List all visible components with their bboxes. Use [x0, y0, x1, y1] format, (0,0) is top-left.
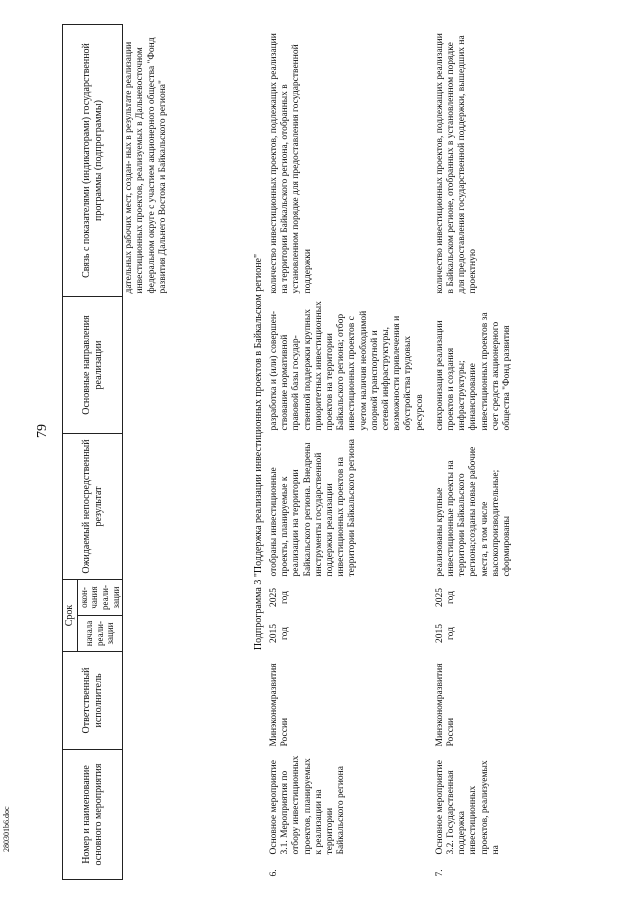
continuation-row	[123, 25, 251, 880]
header-term-end: окон- чания реали- зации	[77, 580, 122, 616]
table-row	[268, 25, 427, 880]
header-main-directions: Основные направления реализации	[63, 297, 123, 434]
measure-directions: синхронизация реализации проектов и создания инфраструктуры; финансирование инвестиционных проектов за счет средств акционерного общества "Фонд развития	[434, 312, 513, 431]
measure-executor: Минэкономразвития России	[434, 663, 457, 747]
header-link-indicators: Связь с показателями (индикаторами) государственной программы (подпрограммы)	[63, 25, 123, 297]
page-number: 79	[35, 424, 50, 438]
measure-name: Основное мероприятие 3.1. Мероприятия по отбору инвестиционных проектов, планируемых к реализации на территории Байкальского региона	[269, 755, 347, 855]
measure-end: 2025 год	[434, 588, 457, 607]
row-number: 7.	[434, 869, 445, 877]
subprogram-title: Подпрограмма 3 "Поддержка реализации инвестиционных проектов в Байкальском регионе"	[253, 253, 265, 651]
header-executor: Ответственный исполнитель	[63, 652, 123, 750]
measure-link: количество инвестиционных проектов, подлежащих реализации в Байкальском регионе, отобранных в установленном порядке для предоставления государственной поддержки, вышедших на проектную	[434, 33, 479, 294]
rotated-table-container	[62, 25, 567, 880]
header-row	[63, 25, 78, 880]
header-expected-result: Ожидаемый непосредственный результат	[63, 434, 123, 580]
header-term: Срок	[63, 580, 78, 652]
header-number-name: Номер и наименование основного мероприятия	[63, 750, 123, 880]
measure-name: Основное мероприятие 3.2. Государственная поддержка инвестиционных проектов, реализуемых на	[434, 760, 501, 855]
measure-result: реализованы крупные инвестиционные проекты на территории Байкальского региона;созданы новые рабочие места, в том числе высокопроизводительные; сформированы	[434, 446, 513, 577]
row-number: 6.	[269, 869, 280, 877]
subprogram-row	[250, 25, 268, 880]
measure-start: 2015 год	[434, 624, 457, 643]
continuation-text: дательных рабочих мест, создан- ных в результате реализации инвестиционных проектов, реализуемых в Дальневосточном федеральном округе с участием акционерного общества "Фонд развития Дальнего Востока и Байкальского региона"	[124, 37, 168, 294]
measure-directions: разработка и (или) совершен- ствование нормативной правовой базы государ- ственной поддержки крупных приоритетных инвестиционных проектов на территории Байкальского региона; отбор инвестиционных проектов с учетом наличия необходимой опорной транспортной и сетевой инфраструктуры, возможности привлечения и обустройства трудовых ресурсов	[269, 301, 425, 431]
measure-result: отобраны инвестиционные проекты, планируемые к реализации на территории Байкальского региона. Внедрены инструменты государственной поддержки реализации инвестиционных проектов на территории Байкальского региона	[269, 438, 358, 577]
measure-link: количество инвестиционных проектов, подлежащих реализации на территории Байкальского региона, отобранных в установленном порядке для предоставления государственной поддержки	[269, 33, 313, 294]
measure-start: 2015 год	[269, 624, 291, 643]
header-term-start: начала реали- зации	[77, 616, 122, 652]
document-code: 280301b6.doc	[2, 806, 11, 852]
measure-end: 2025 год	[269, 588, 291, 607]
table-row	[427, 25, 514, 880]
measure-executor: Минэкономразвития России	[269, 663, 291, 747]
measures-table	[62, 24, 514, 880]
